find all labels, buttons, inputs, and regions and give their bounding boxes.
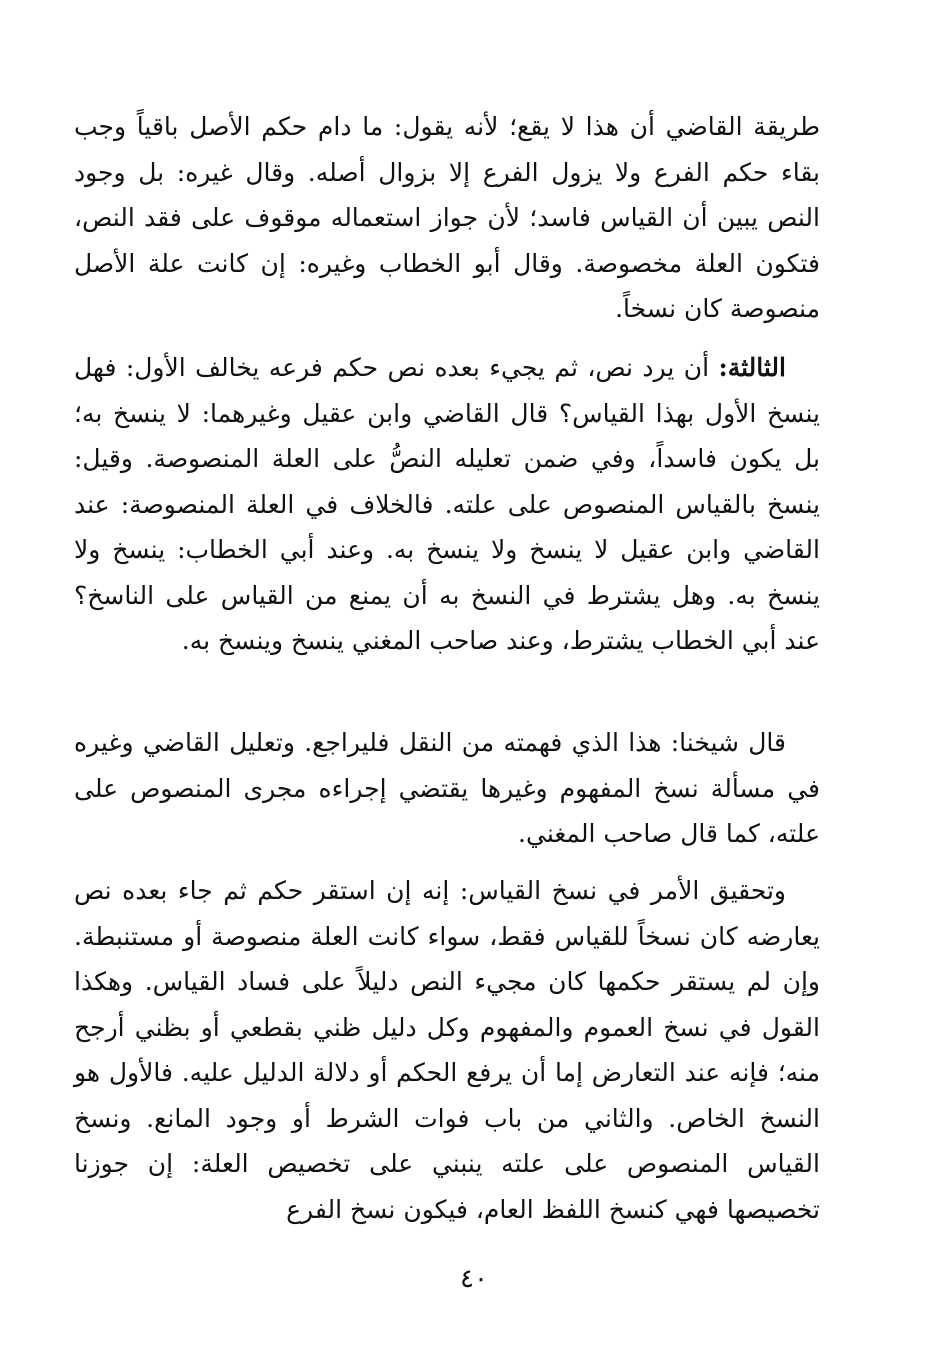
paragraph-2-lead: الثالثة: xyxy=(718,353,786,382)
paragraph-3-text: قال شيخنا: هذا الذي فهمته من النقل فليراجع. وتعليل القاضي وغيره في مسألة نسخ المفهوم وغيرها يقتضي إجراءه مجرى المنصوص على علته، كما قال صاحب المغني. xyxy=(74,728,820,848)
paragraph-4-text: وتحقيق الأمر في نسخ القياس: إنه إن استقر حكم ثم جاء بعده نص يعارضه كان نسخاً للقياس فقط، سواء كانت العلة منصوصة أو مستنبطة. وإن لم يستقر حكمها كان مجيء النص دليلاً على فساد القياس. وهكذا القول في نسخ العموم والمفهوم وكل دليل ظني بقطعي أو بظني أرجح منه؛ فإنه عند التعارض إما أن يرفع الحكم أو دلالة الدليل عليه. فالأول هو النسخ الخاص. والثاني من باب فوات الشرط أو وجود المانع. ونسخ القياس المنصوص على علته ينبني على تخصيص العلة: إن جوزنا تخصيصها فهي كنسخ اللفظ العام، فيكون نسخ الفرع xyxy=(74,876,820,1224)
paragraph-4 xyxy=(74,868,820,1232)
paragraph-2-text: أن يرد نص، ثم يجيء بعده نص حكم فرعه يخالف الأول: فهل ينسخ الأول بهذا القياس؟ قال القاضي وابن عقيل وغيرهما: لا ينسخ به؛ بل يكون فاسداً، وفي ضمن تعليله النصُّ على العلة المنصوصة. وقيل: ينسخ بالقياس المنصوص على علته. فالخلاف في العلة المنصوصة: عند القاضي وابن عقيل لا ينسخ ولا ينسخ به. وعند أبي الخطاب: ينسخ ولا ينسخ به. وهل يشترط في النسخ به أن يمنع من القياس على الناسخ؟ عند أبي الخطاب يشترط، وعند صاحب المغني ينسخ وينسخ به. xyxy=(74,353,820,655)
page-number: ٤٠ xyxy=(460,1264,488,1294)
paragraph-2 xyxy=(74,345,820,664)
paragraph-3 xyxy=(74,720,820,857)
paragraph-1-text: طريقة القاضي أن هذا لا يقع؛ لأنه يقول: ما دام حكم الأصل باقياً وجب بقاء حكم الفرع ولا يزول الفرع إلا بزوال أصله. وقال غيره: بل وجود النص يبين أن القياس فاسد؛ لأن جواز استعماله موقوف على فقد النص، فتكون العلة مخصوصة. وقال أبو الخطاب وغيره: إن كانت علة الأصل منصوصة كان نسخاً. xyxy=(74,112,820,323)
paragraph-1 xyxy=(74,104,820,332)
